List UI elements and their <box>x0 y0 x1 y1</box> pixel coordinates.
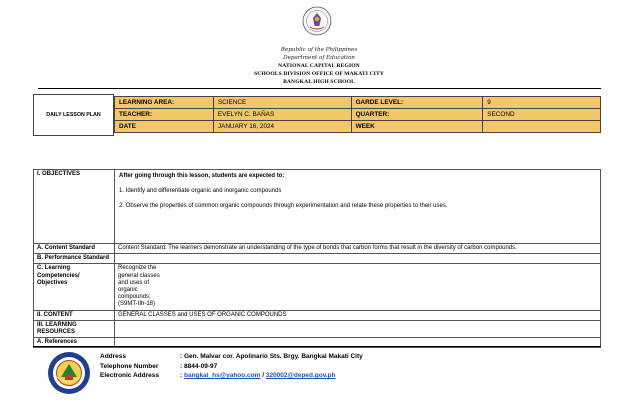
grade-level-value: 9 <box>483 97 601 109</box>
teacher-label: TEACHER: <box>115 109 214 121</box>
school-contact-info <box>100 352 363 381</box>
school-seal-icon <box>47 351 91 395</box>
region-line: NATIONAL CAPITAL REGION <box>278 63 360 69</box>
info-row <box>115 97 601 109</box>
competencies-value: Recognize the general classes and uses of organic compounds; (S9MT-IIh-18) <box>115 264 601 310</box>
week-label: WEEK <box>351 121 483 133</box>
lesson-info-table <box>114 96 601 133</box>
deped-seal-icon <box>302 6 332 36</box>
objectives-row <box>34 170 601 244</box>
quarter-value: SECOND <box>483 109 601 121</box>
email-prefix: : <box>180 372 184 379</box>
address-value: : Gen. Malvar cor. Apolinario Sts. Brgy. Bangkal Makati City <box>180 353 363 360</box>
division-line: SCHOOLS DIVISION OFFICE OF MAKATI CITY <box>254 71 384 77</box>
references-label: A. References <box>34 338 115 348</box>
quarter-label: QUARTER: <box>351 109 483 121</box>
week-value <box>483 121 601 133</box>
lesson-plan-table <box>33 169 601 348</box>
school-line: BANGKAL HIGH SCHOOL <box>283 79 355 85</box>
content-standard-label: A. Content Standard <box>34 244 115 254</box>
email-link-deped[interactable]: 320002@deped.gov.ph <box>265 372 336 379</box>
phone-row <box>100 362 363 372</box>
content-value: GENERAL CLASSES and USES OF ORGANIC COMPOUNDS <box>115 310 601 320</box>
performance-standard-value <box>115 254 601 264</box>
learning-resources-value <box>115 320 601 337</box>
teacher-value: EVELYN C. BAÑAS <box>213 109 351 121</box>
email-separator: / <box>260 372 266 379</box>
email-label: Electronic Address <box>100 372 160 379</box>
grade-level-label: GARDE LEVEL: <box>351 97 483 109</box>
content-standard-value: Content Standard: The learners demonstrate an understanding of the type of bonds that carbon forms that result in the diversity of carbon compounds. <box>115 244 601 254</box>
department-line: Department of Education <box>283 55 355 61</box>
date-label: DATE <box>115 121 214 133</box>
phone-value: : 8844-09-97 <box>180 362 218 370</box>
date-value: JANUARY 16, 2024 <box>213 121 351 133</box>
content-label: II. CONTENT <box>34 310 115 320</box>
learning-resources-label: III. LEARNING RESOURCES <box>34 320 115 337</box>
content-standard-row <box>34 244 601 254</box>
address-label: Address <box>100 353 127 360</box>
content-row <box>34 310 601 320</box>
info-row <box>115 109 601 121</box>
competencies-label: C. Learning Competencies/ Objectives <box>34 264 115 310</box>
republic-line: Republic of the Philippines <box>280 47 358 53</box>
daily-lesson-plan-label: DAILY LESSON PLAN <box>33 94 114 136</box>
header-divider <box>38 88 601 89</box>
address-row <box>100 352 363 362</box>
objectives-cell <box>115 170 601 244</box>
email-link-yahoo[interactable]: bangkal_hs@yahoo.com <box>183 372 261 379</box>
learning-area-label: LEARNING AREA: <box>115 97 214 109</box>
learning-resources-row <box>34 320 601 337</box>
objectives-label: I. OBJECTIVES <box>34 170 115 244</box>
objective-1: 1. Identify and differentiate organic and inorganic compounds <box>119 188 282 195</box>
footer-divider <box>33 346 601 347</box>
info-row <box>115 121 601 133</box>
objective-2: 2. Observe the properties of common organic compounds through experimentation and relate these properties to their uses. <box>119 203 448 210</box>
performance-standard-label: B. Performance Standard <box>34 254 115 264</box>
email-row <box>100 371 363 381</box>
phone-label: Telephone Number <box>100 362 159 370</box>
learning-area-value: SCIENCE <box>213 97 351 109</box>
competencies-row <box>34 264 601 310</box>
performance-standard-row <box>34 254 601 264</box>
objectives-intro: After going through this lesson, students are expected to: <box>119 173 285 179</box>
